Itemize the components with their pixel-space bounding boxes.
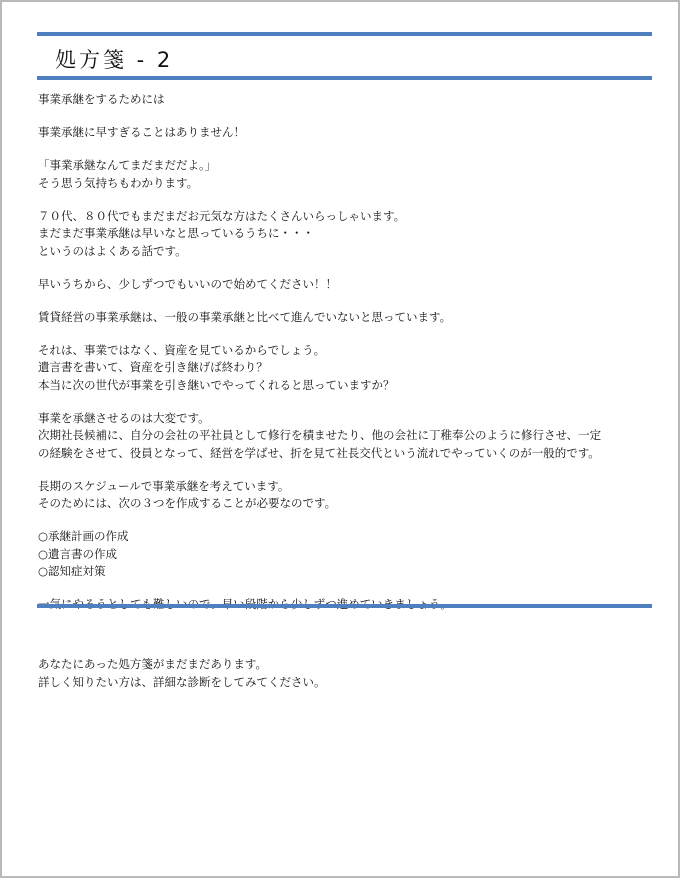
text-line: 詳しく知りたい方は、詳細な診断をしてみてください。 [38,674,326,689]
paragraph [38,208,653,261]
list-item: ○遺言書の作成 [38,546,118,561]
text-line: 本当に次の世代が事業を引き継いでやってくれると思っていますか？ [38,377,395,392]
text-line: 事業承継をするためには [38,92,165,106]
text-line: 早いうちから、少しずつでもいいので始めてください！！ [38,276,337,291]
text-line: 次期社長候補に、自分の会社の平社員として修行を積ませたり、他の会社に丁稚奉公のように修行させ、一定 [38,428,602,442]
list-item: ○認知症対策 [38,564,106,578]
text-line: それは、事業ではなく、資産を見ているからでしょう。 [38,342,326,357]
title-underline-rule [37,76,652,80]
paragraph-heading [38,91,653,109]
list-item: ○承継計画の作成 [38,529,129,543]
section-end-rule [37,604,652,608]
paragraph [38,276,653,294]
paragraph [38,342,653,395]
text-line: まだまだ事業承継は早いなと思っているうちに・・・ [38,226,314,240]
text-line: というのはよくある話です。 [38,243,187,258]
text-line: の経験をさせて、役員となって、経営を学ばせ、折を見て社長交代という流れでやっていくのが一般的です。 [38,445,600,460]
text-line: 事業承継に早すぎることはありません！ [38,125,245,139]
paragraph [38,124,653,142]
document-body [38,91,653,626]
top-rule [37,32,652,36]
text-line: そう思う気持ちもわかります。 [38,175,199,190]
text-line: 「事業承継なんてまだまだだよ。」 [38,158,217,172]
checklist [38,528,653,581]
page-title: 処方箋 - 2 [55,48,174,72]
paragraph [38,309,653,327]
text-line: ７０代、８０代でもまだまだお元気な方はたくさんいらっしゃいます。 [38,208,406,223]
text-line: 賃貸経営の事業承継は、一般の事業承継と比べて進んでいないと思っています。 [38,309,452,324]
text-line: そのためには、次の３つを作成することが必要なのです。 [38,496,337,510]
paragraph [38,478,653,513]
paragraph [38,410,653,463]
text-line: 遺言書を書いて、資産を引き継げば終わり？ [38,360,268,374]
text-line: 事業を承継させるのは大変です。 [38,410,210,425]
paragraph [38,157,653,192]
closing-note [38,656,653,691]
text-line: あなたにあった処方箋がまだまだあります。 [38,657,267,671]
text-line: 長期のスケジュールで事業承継を考えています。 [38,478,290,493]
